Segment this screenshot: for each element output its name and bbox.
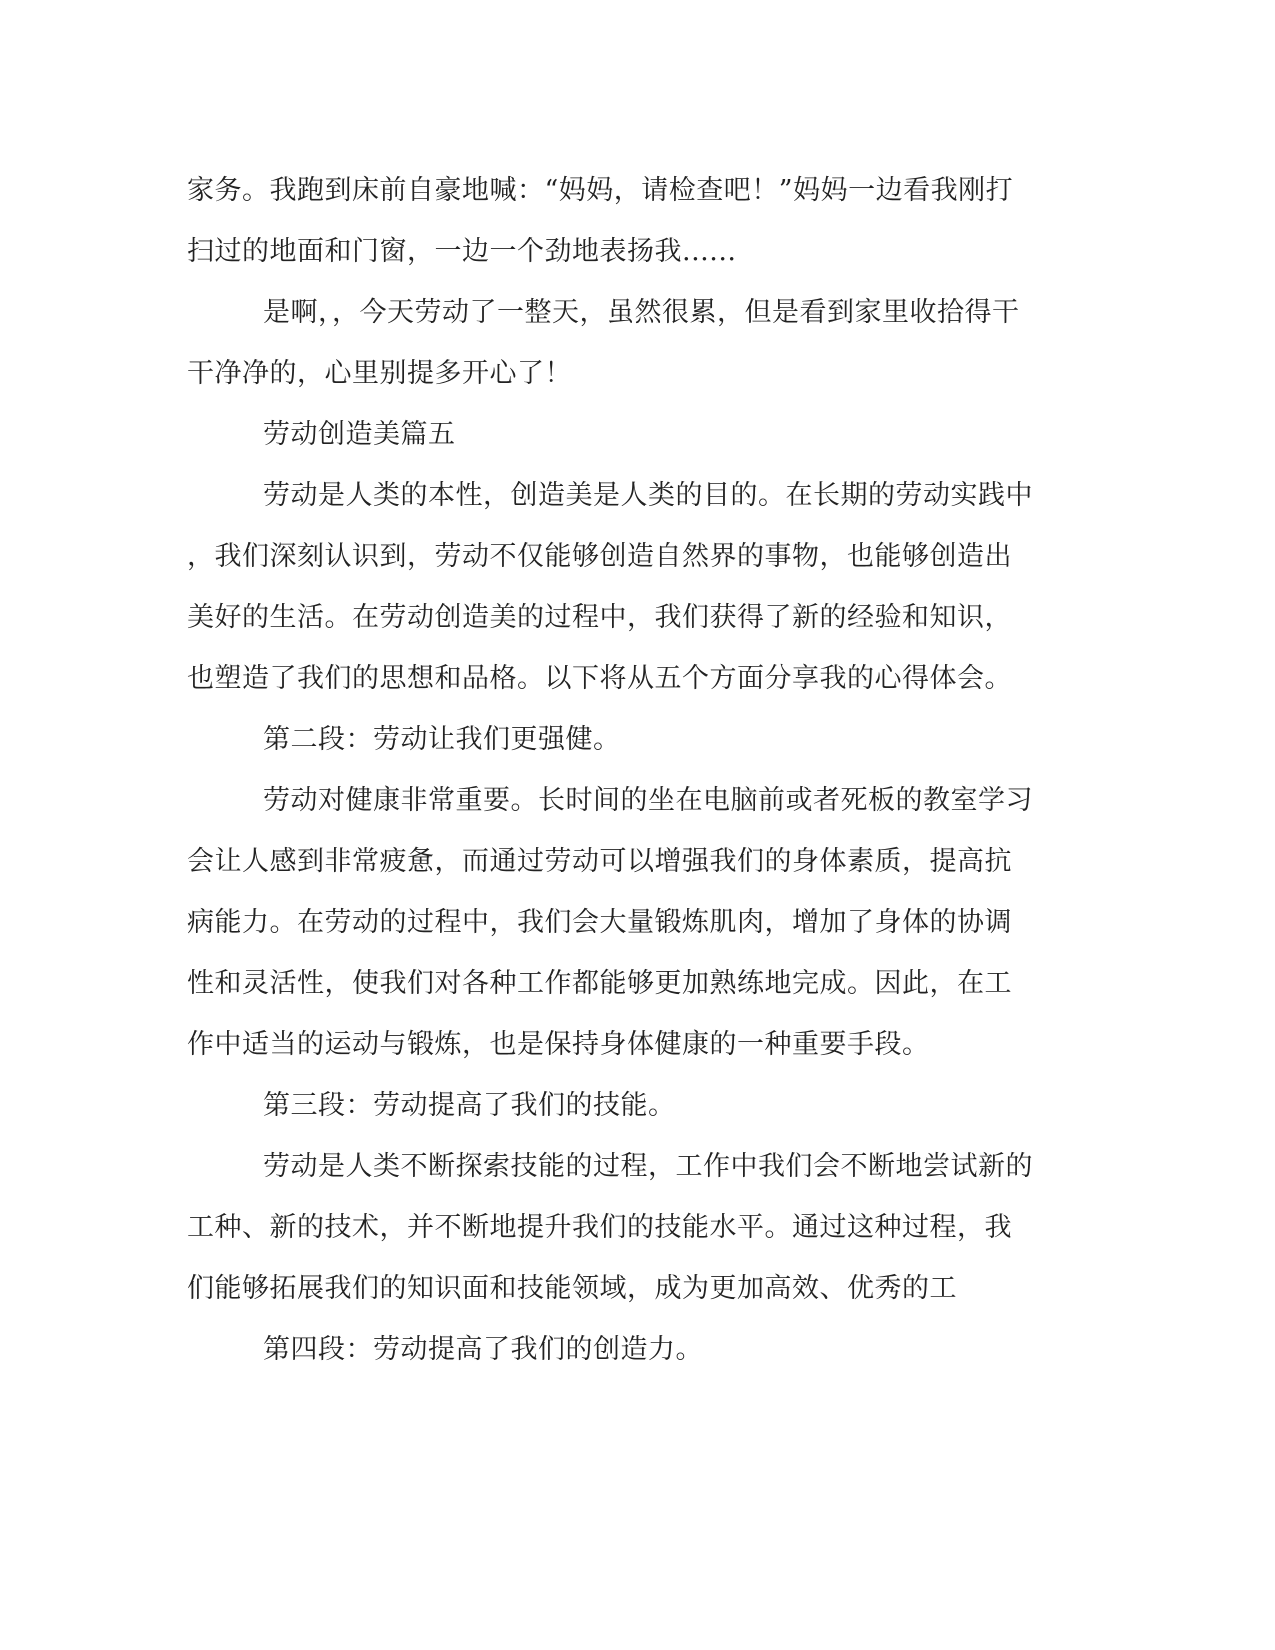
- text-line: 是啊，，今天劳动了一整天，虽然很累，但是看到家里收拾得干: [263, 297, 1020, 328]
- text-line: 会让人感到非常疲惫，而通过劳动可以增强我们的身体素质，提高抗: [187, 846, 1012, 877]
- text-line: 性和灵活性，使我们对各种工作都能够更加熟练地完成。因此，在工: [187, 968, 1012, 999]
- text-line: 家务。我跑到床前自豪地喊：“妈妈，请检查吧！”妈妈一边看我刚打: [187, 175, 1014, 206]
- text-line: 劳动对健康非常重要。长时间的坐在电脑前或者死板的教室学习: [263, 785, 1033, 816]
- section-heading: 第二段：劳动让我们更强健。: [263, 724, 621, 755]
- text-line: 病能力。在劳动的过程中，我们会大量锻炼肌肉，增加了身体的协调: [187, 907, 1012, 938]
- text-line: 工种、新的技术，并不断地提升我们的技能水平。通过这种过程，我: [187, 1212, 1012, 1243]
- text-line: 劳动是人类的本性，创造美是人类的目的。在长期的劳动实践中: [263, 480, 1033, 511]
- text-line: 也塑造了我们的思想和品格。以下将从五个方面分享我的心得体会。: [187, 663, 1012, 694]
- text-line: ，我们深刻认识到，劳动不仅能够创造自然界的事物，也能够创造出: [187, 541, 1012, 572]
- text-line: 扫过的地面和门窗，一边一个劲地表扬我......: [187, 236, 737, 267]
- section-heading: 第四段：劳动提高了我们的创造力。: [263, 1334, 703, 1365]
- text-line: 们能够拓展我们的知识面和技能领域，成为更加高效、优秀的工: [187, 1273, 957, 1304]
- section-heading: 劳动创造美篇五: [263, 419, 456, 450]
- document-body: [187, 160, 1077, 1380]
- text-line: 作中适当的运动与锻炼，也是保持身体健康的一种重要手段。: [187, 1029, 930, 1060]
- text-line: 美好的生活。在劳动创造美的过程中，我们获得了新的经验和知识，: [187, 602, 1012, 633]
- text-line: 干净净的，心里别提多开心了！: [187, 358, 572, 389]
- section-heading: 第三段：劳动提高了我们的技能。: [263, 1090, 676, 1121]
- text-line: 劳动是人类不断探索技能的过程，工作中我们会不断地尝试新的: [263, 1151, 1033, 1182]
